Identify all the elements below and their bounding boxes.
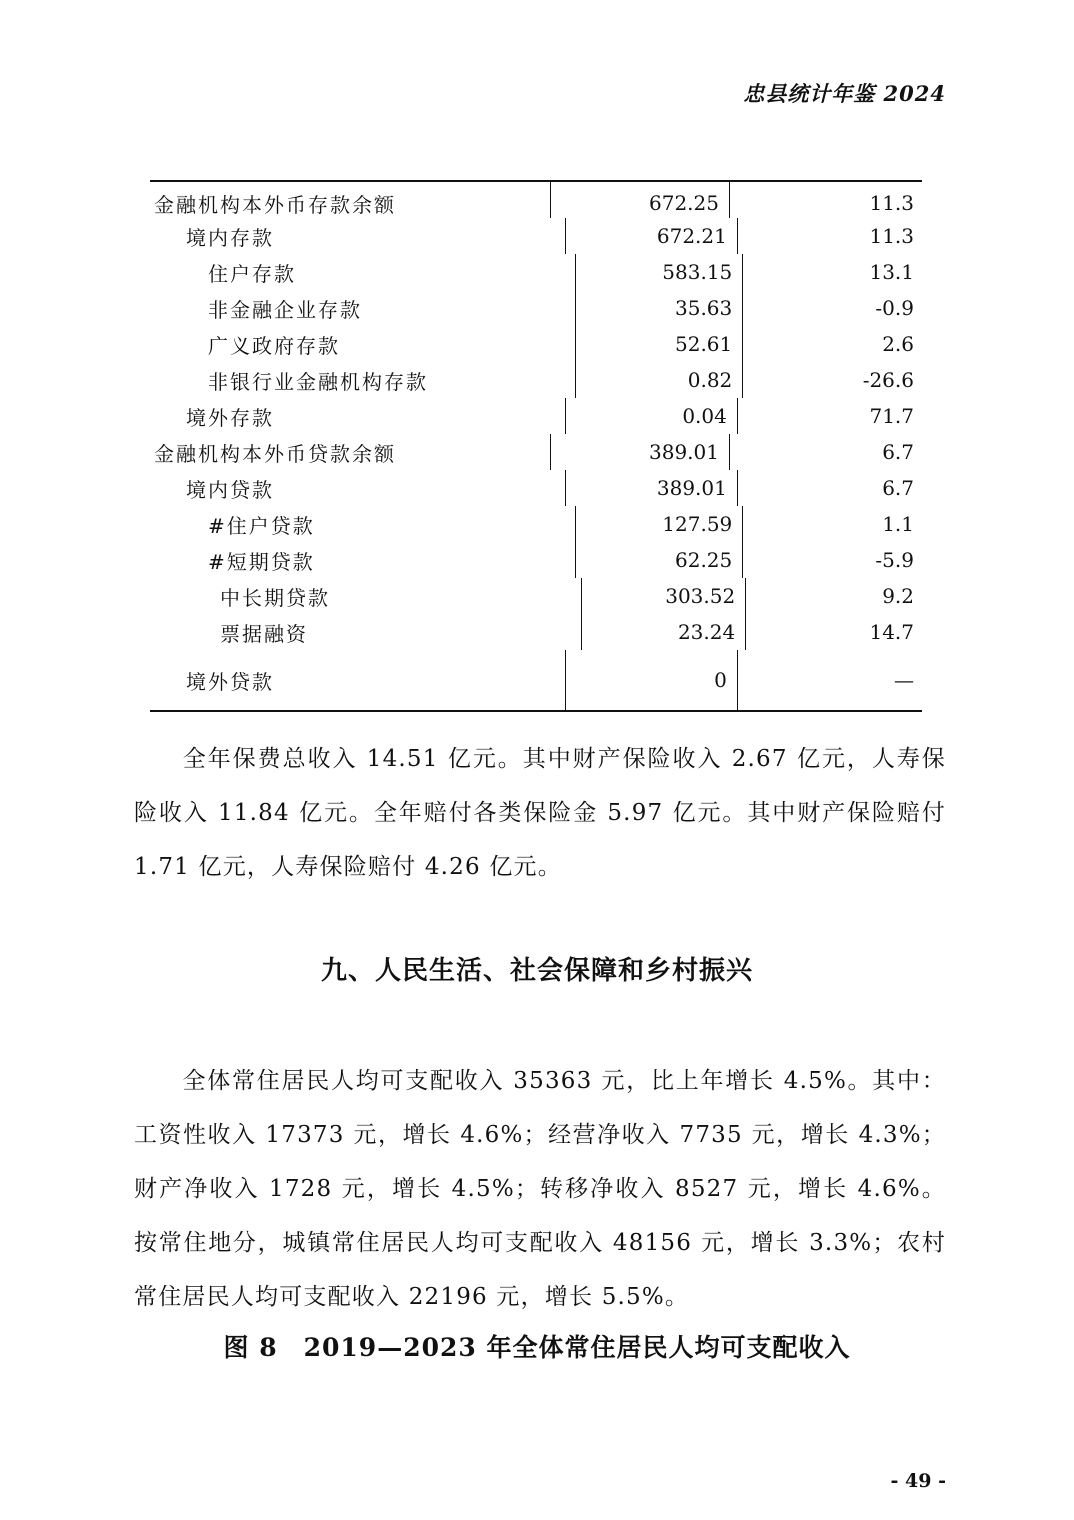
row-value: 23.24 — [581, 614, 745, 650]
row-label: 境内存款 — [186, 225, 274, 250]
row-label: 境外存款 — [186, 405, 274, 430]
row-growth: 6.7 — [729, 434, 922, 470]
insurance-text: 全年保费总收入 14.51 亿元。其中财产保险收入 2.67 亿元，人寿保险收入 11.84 亿元。全年赔付各类保险金 5.97 亿元。其中财产保险赔付 1.71 亿元，人寿保险赔付 4.26 亿元。 — [134, 746, 946, 880]
table-row — [150, 542, 922, 578]
row-value: 127.59 — [575, 506, 742, 542]
table-row — [150, 398, 922, 434]
row-value: 62.25 — [575, 542, 742, 578]
table-row — [150, 650, 922, 710]
row-growth: 1.1 — [742, 506, 922, 542]
row-label: 中长期贷款 — [220, 585, 330, 610]
figure-caption: 图 8 2019—2023 年全体常住居民人均可支配收入 — [223, 1333, 851, 1362]
row-label: #住户贷款 — [208, 513, 315, 538]
row-value: 0.82 — [575, 362, 742, 398]
table-row — [150, 614, 922, 650]
table-row — [150, 218, 922, 254]
insurance-paragraph — [134, 732, 946, 894]
row-growth: 11.3 — [737, 218, 922, 254]
page-header: 忠县统计年鉴 2024 — [743, 81, 946, 106]
row-value: 672.21 — [565, 218, 737, 254]
row-value: 303.52 — [581, 578, 745, 614]
row-value: 52.61 — [575, 326, 742, 362]
row-label: 境内贷款 — [186, 477, 274, 502]
row-value: 672.25 — [550, 182, 729, 218]
row-growth: 2.6 — [742, 326, 922, 362]
row-value: 0 — [565, 650, 737, 710]
row-label: 票据融资 — [220, 621, 308, 646]
row-label: 广义政府存款 — [208, 333, 340, 358]
row-value: 389.01 — [550, 434, 729, 470]
table-row — [150, 362, 922, 398]
table-row — [150, 578, 922, 614]
table-row — [150, 506, 922, 542]
table-row — [150, 470, 922, 506]
table-row — [150, 290, 922, 326]
row-growth: -26.6 — [742, 362, 922, 398]
page-number: - 49 - — [890, 1470, 946, 1492]
row-growth: -5.9 — [742, 542, 922, 578]
row-value: 583.15 — [575, 254, 742, 290]
income-text: 全体常住居民人均可支配收入 35363 元，比上年增长 4.5%。其中：工资性收入 17373 元，增长 4.6%；经营净收入 7735 元，增长 4.3%；财产净收入 1728 元，增长 4.5%；转移净收入 8527 元，增长 4.6%。按常住地分，城镇常住居民人均可支配收入 48156 元，增长 3.3%；农村常住居民人均可支配收入 22196 元，增长 5.5%。 — [134, 1068, 946, 1310]
row-value: 0.04 — [565, 398, 737, 434]
table-row — [150, 182, 922, 218]
row-label: 金融机构本外币存款余额 — [154, 192, 396, 217]
row-growth: 6.7 — [737, 470, 922, 506]
row-growth: 11.3 — [729, 182, 922, 218]
row-growth: 9.2 — [745, 578, 922, 614]
row-label: 金融机构本外币贷款余额 — [154, 441, 396, 466]
row-value: 35.63 — [575, 290, 742, 326]
row-growth: 13.1 — [742, 254, 922, 290]
row-value: 389.01 — [565, 470, 737, 506]
row-label: 非金融企业存款 — [208, 297, 362, 322]
section-title: 九、人民生活、社会保障和乡村振兴 — [320, 956, 753, 986]
row-growth: 14.7 — [745, 614, 922, 650]
row-label: 非银行业金融机构存款 — [208, 369, 428, 394]
row-label: 境外贷款 — [186, 669, 274, 694]
table-row — [150, 254, 922, 290]
finance-table — [150, 180, 922, 712]
row-label: 住户存款 — [208, 261, 296, 286]
row-growth: 71.7 — [737, 398, 922, 434]
income-paragraph — [134, 1054, 946, 1324]
row-label: #短期贷款 — [208, 549, 315, 574]
row-growth: -0.9 — [742, 290, 922, 326]
table-row — [150, 326, 922, 362]
row-growth: — — [737, 650, 922, 710]
table-row — [150, 434, 922, 470]
